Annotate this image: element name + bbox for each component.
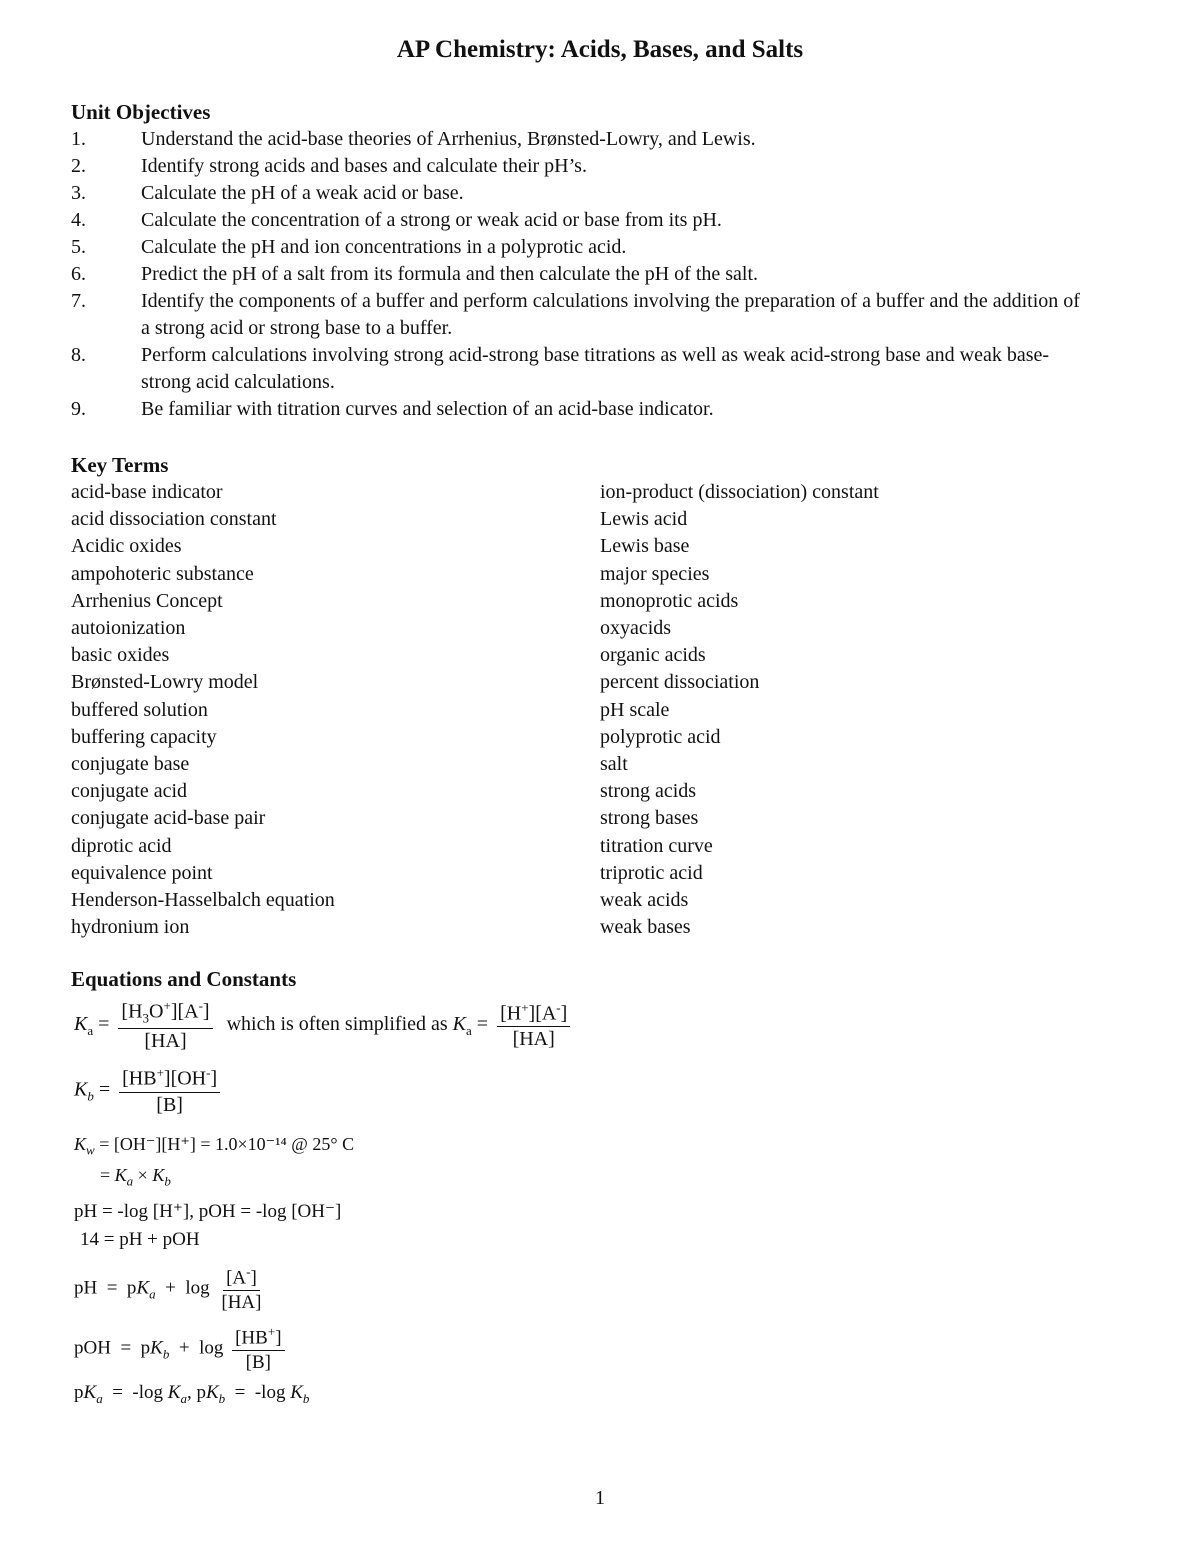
list-item: Acidic oxides bbox=[71, 535, 182, 558]
list-item: Brønsted-Lowry model bbox=[71, 671, 259, 694]
list-item: 9. Be familiar with titration curves and selection of an acid-base indicator. bbox=[71, 398, 714, 420]
list-item: Lewis acid bbox=[600, 508, 688, 531]
list-item: weak bases bbox=[600, 916, 691, 939]
list-item: equivalence point bbox=[71, 861, 213, 884]
henderson-hasselbalch-acid: pH = $pK_a + \log$ $\frac{[A^-]}{[HA]}$ bbox=[74, 1264, 262, 1314]
list-item: Henderson-Hasselbalch equation bbox=[71, 889, 335, 912]
kw-value: = [OH⁻][H⁺] = 1.0×10⁻¹⁴ @ 25° C bbox=[99, 1134, 355, 1154]
list-item: 7. Identify the components of a buffer and perform calculations involving the preparation of a buffer and the addition of a strong acid or strong base to a buffer. bbox=[71, 290, 1080, 339]
list-item: strong acids bbox=[600, 780, 697, 803]
key-terms-left-column bbox=[71, 479, 335, 941]
objectives-list bbox=[71, 126, 1081, 423]
equations-heading: Equations and Constants bbox=[71, 967, 297, 991]
list-item: conjugate acid bbox=[71, 780, 188, 803]
kb-equation: $K_b$ = $\frac{[HB^+][OH^-]}{[B]}$ bbox=[74, 1065, 224, 1117]
ph-sum: 14 = pH + pOH bbox=[80, 1229, 200, 1250]
list-item: 6. Predict the pH of a salt from its formula and then calculate the pH of the salt. bbox=[71, 263, 759, 285]
kw-equation: $K_w = [OH^-][H^+] = 1.0\times 10^{-14}$ @ 25° C bbox=[74, 1134, 355, 1158]
list-item: ampohoteric substance bbox=[71, 562, 254, 585]
list-item: percent dissociation bbox=[600, 671, 760, 694]
list-item: strong bases bbox=[600, 807, 699, 830]
ph-definition: pH = -log [H⁺], pOH = -log [OH⁻] bbox=[74, 1201, 342, 1222]
list-item: organic acids bbox=[600, 644, 706, 667]
list-item: acid dissociation constant bbox=[71, 508, 277, 531]
list-item: hydronium ion bbox=[71, 916, 190, 939]
list-item: polyprotic acid bbox=[600, 725, 721, 748]
list-item: autoionization bbox=[71, 617, 186, 640]
pka-pkb-definition: $pK_a = -\log$ $K_a$, $pK_b = -\log$ $K_b$ bbox=[74, 1382, 310, 1406]
ka-equation: $K_a$ = $\frac{[H_3O^+][A^-]}{[HA]}$ which is often simplified as $K_a$ = $\frac{[H^+][A^-]}{[HA]}$ bbox=[74, 998, 574, 1053]
list-item: conjugate base bbox=[71, 753, 190, 776]
list-item: triprotic acid bbox=[600, 861, 703, 884]
objectives-heading: Unit Objectives bbox=[71, 100, 211, 124]
page-title: AP Chemistry: Acids, Bases, and Salts bbox=[396, 36, 804, 63]
list-item: titration curve bbox=[600, 834, 713, 857]
kw-product-equation: = $K_a \times K_b$ bbox=[100, 1165, 171, 1189]
list-item: salt bbox=[600, 753, 628, 776]
list-item: weak acids bbox=[600, 889, 689, 912]
list-item: basic oxides bbox=[71, 644, 170, 667]
list-item: monoprotic acids bbox=[600, 589, 739, 612]
list-item: buffering capacity bbox=[71, 725, 217, 748]
list-item: 1. Understand the acid-base theories of Arrhenius, Brønsted-Lowry, and Lewis. bbox=[71, 128, 756, 150]
list-item: 8. Perform calculations involving strong acid-strong base titrations as well as weak acid-strong base and weak base-strong acid calculations. bbox=[71, 344, 1050, 393]
list-item: diprotic acid bbox=[71, 834, 172, 857]
list-item: 3. Calculate the pH of a weak acid or base. bbox=[71, 182, 464, 204]
list-item: Arrhenius Concept bbox=[71, 589, 223, 612]
list-item: pH scale bbox=[600, 698, 670, 721]
list-item: 2. Identify strong acids and bases and calculate their pH’s. bbox=[71, 155, 587, 177]
list-item: conjugate acid-base pair bbox=[71, 807, 266, 830]
henderson-hasselbalch-base: pOH = $pK_b + \log$ $\frac{[HB^+]}{[B]}$ bbox=[74, 1324, 289, 1374]
page-number: 1 bbox=[595, 1487, 605, 1509]
key-terms-heading: Key Terms bbox=[71, 453, 169, 477]
key-terms-right-column bbox=[600, 479, 879, 941]
list-item: buffered solution bbox=[71, 698, 208, 721]
list-item: acid-base indicator bbox=[71, 481, 223, 503]
list-item: Lewis base bbox=[600, 535, 690, 558]
list-item: ion-product (dissociation) constant bbox=[600, 481, 879, 503]
list-item: major species bbox=[600, 562, 710, 585]
list-item: 5. Calculate the pH and ion concentrations in a polyprotic acid. bbox=[71, 236, 627, 258]
list-item: oxyacids bbox=[600, 617, 672, 640]
simplified-text: which is often simplified as bbox=[226, 1012, 448, 1035]
list-item: 4. Calculate the concentration of a strong or weak acid or base from its pH. bbox=[71, 209, 722, 231]
